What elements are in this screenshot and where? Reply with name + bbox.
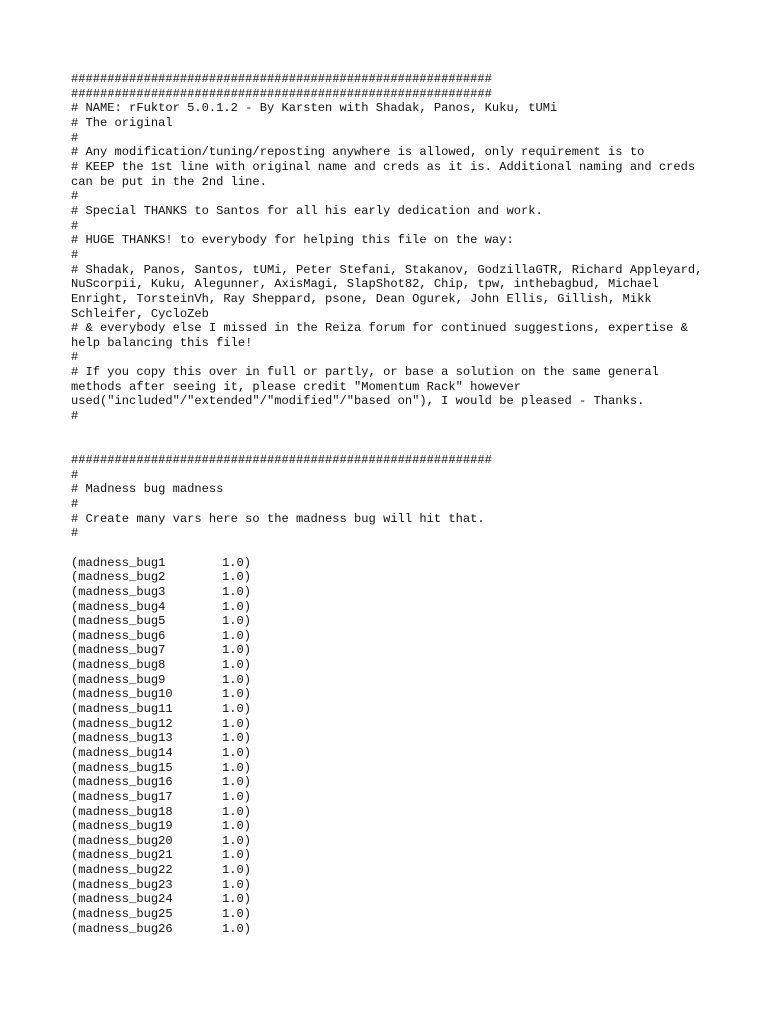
- variable-value: 1.0): [222, 628, 252, 643]
- variable-value: 1.0): [222, 848, 252, 863]
- variable-value: 1.0): [222, 819, 252, 834]
- comment-line: #: [71, 218, 79, 233]
- madness-bug-section-header: [71, 453, 711, 541]
- comment-line: ##########################################################: [71, 72, 492, 86]
- variable-entry: [71, 629, 711, 644]
- comment-line: # NAME: rFuktor 5.0.1.2 - By Karsten with Shadak, Panos, Kuku, tUMi: [71, 101, 558, 116]
- variable-entry: [71, 702, 711, 717]
- variable-entry: [71, 892, 711, 907]
- variable-entry: [71, 687, 711, 702]
- comment-line: # KEEP the 1st line with original name and creds as it is. Additional naming and creds can be put in the 2nd line.: [71, 159, 703, 189]
- variable-value: 1.0): [222, 745, 252, 760]
- variable-value: 1.0): [222, 672, 252, 687]
- variable-name: (madness_bug10: [71, 687, 173, 702]
- variable-value: 1.0): [222, 907, 252, 921]
- variable-entry: [71, 585, 711, 600]
- variable-value: 1.0): [222, 804, 252, 819]
- madness-bug-variable-list: [71, 556, 711, 937]
- variable-name: (madness_bug1: [71, 555, 166, 570]
- variable-name: (madness_bug21: [71, 848, 173, 863]
- variable-value: 1.0): [222, 716, 252, 731]
- header-comment-block: [71, 72, 711, 424]
- variable-name: (madness_bug26: [71, 921, 173, 936]
- comment-line: #: [71, 409, 79, 424]
- variable-entry: [71, 775, 711, 790]
- variable-name: (madness_bug7: [71, 643, 166, 658]
- variable-name: (madness_bug24: [71, 892, 173, 907]
- variable-name: (madness_bug19: [71, 819, 173, 834]
- comment-line: # The original: [71, 115, 173, 130]
- variable-name: (madness_bug17: [71, 789, 173, 804]
- comment-line: #: [71, 497, 79, 512]
- variable-entry: [71, 834, 711, 849]
- variable-name: (madness_bug13: [71, 731, 173, 746]
- comment-line: # Any modification/tuning/reposting anywhere is allowed, only requirement is to: [71, 145, 645, 160]
- variable-value: 1.0): [222, 555, 252, 570]
- variable-value: 1.0): [222, 863, 252, 878]
- comment-line: # Create many vars here so the madness bug will hit that.: [71, 511, 485, 526]
- variable-entry: [71, 556, 711, 571]
- variable-name: (madness_bug22: [71, 863, 173, 878]
- variable-value: 1.0): [222, 731, 252, 746]
- comment-line: #: [71, 247, 79, 262]
- variable-value: 1.0): [222, 702, 252, 717]
- variable-name: (madness_bug11: [71, 702, 173, 717]
- comment-line: # Special THANKS to Santos for all his early dedication and work.: [71, 203, 543, 218]
- variable-name: (madness_bug8: [71, 658, 166, 673]
- variable-entry: [71, 805, 711, 820]
- variable-value: 1.0): [222, 599, 252, 614]
- variable-value: 1.0): [222, 775, 252, 790]
- variable-value: 1.0): [222, 570, 252, 585]
- variable-value: 1.0): [222, 921, 252, 936]
- variable-entry: [71, 731, 711, 746]
- variable-entry: [71, 761, 711, 776]
- blank-line: [71, 541, 711, 556]
- variable-name: (madness_bug18: [71, 804, 173, 819]
- variable-name: (madness_bug4: [71, 599, 166, 614]
- variable-value: 1.0): [222, 658, 252, 673]
- variable-entry: [71, 717, 711, 732]
- variable-entry: [71, 570, 711, 585]
- variable-entry: [71, 673, 711, 688]
- comment-line: ##########################################################: [71, 86, 492, 101]
- variable-entry: [71, 746, 711, 761]
- variable-name: (madness_bug14: [71, 745, 173, 760]
- variable-entry: [71, 863, 711, 878]
- variable-name: (madness_bug20: [71, 833, 173, 848]
- comment-line: # & everybody else I missed in the Reiza forum for continued suggestions, expertise & help balancing this file!: [71, 321, 696, 350]
- variable-name: (madness_bug6: [71, 628, 166, 643]
- variable-entry: [71, 878, 711, 893]
- comment-line: #: [71, 467, 79, 482]
- variable-entry: [71, 819, 711, 834]
- variable-entry: [71, 790, 711, 805]
- comment-line: #: [71, 526, 79, 541]
- variable-name: (madness_bug25: [71, 907, 173, 921]
- comment-line: #: [71, 130, 79, 145]
- variable-entry: [71, 658, 711, 673]
- variable-name: (madness_bug5: [71, 614, 166, 629]
- comment-line: # HUGE THANKS! to everybody for helping this file on the way:: [71, 233, 514, 248]
- comment-line: #: [71, 189, 79, 204]
- section-gap: [71, 424, 711, 453]
- variable-value: 1.0): [222, 643, 252, 658]
- variable-name: (madness_bug12: [71, 716, 173, 731]
- variable-entry: [71, 907, 711, 922]
- variable-value: 1.0): [222, 687, 252, 702]
- variable-name: (madness_bug16: [71, 775, 173, 790]
- variable-value: 1.0): [222, 614, 252, 629]
- comment-line: # Shadak, Panos, Santos, tUMi, Peter Stefani, Stakanov, GodzillaGTR, Richard Appleyard, NuScorpii, Kuku, Alegunner, AxisMagi, SlapShot82, Chip, tpw, inthebagbud, Michael Enright, TorsteinVh, Ray Sheppard, psone, Dean Ogurek, John Ellis, Gillish, Mikk Schleifer, CycloZeb: [71, 262, 710, 321]
- variable-name: (madness_bug2: [71, 570, 166, 585]
- variable-name: (madness_bug23: [71, 877, 173, 892]
- variable-entry: [71, 922, 711, 937]
- variable-entry: [71, 600, 711, 615]
- variable-value: 1.0): [222, 789, 252, 804]
- comment-line: # If you copy this over in full or partly, or base a solution on the same general methods after seeing it, please credit "Momentum Rack" however used("included"/"extended"/"modified"/"based on"), I would be pleased - Thanks.: [71, 365, 667, 409]
- variable-name: (madness_bug15: [71, 760, 173, 775]
- variable-value: 1.0): [222, 833, 252, 848]
- variable-value: 1.0): [222, 584, 252, 599]
- variable-entry: [71, 614, 711, 629]
- variable-name: (madness_bug3: [71, 584, 166, 599]
- document-page: [71, 72, 711, 936]
- comment-line: ##########################################################: [71, 453, 492, 468]
- comment-line: #: [71, 350, 79, 365]
- variable-entry: [71, 848, 711, 863]
- variable-entry: [71, 643, 711, 658]
- comment-line: # Madness bug madness: [71, 482, 224, 497]
- variable-value: 1.0): [222, 760, 252, 775]
- variable-name: (madness_bug9: [71, 672, 166, 687]
- variable-value: 1.0): [222, 892, 252, 907]
- variable-value: 1.0): [222, 877, 252, 892]
